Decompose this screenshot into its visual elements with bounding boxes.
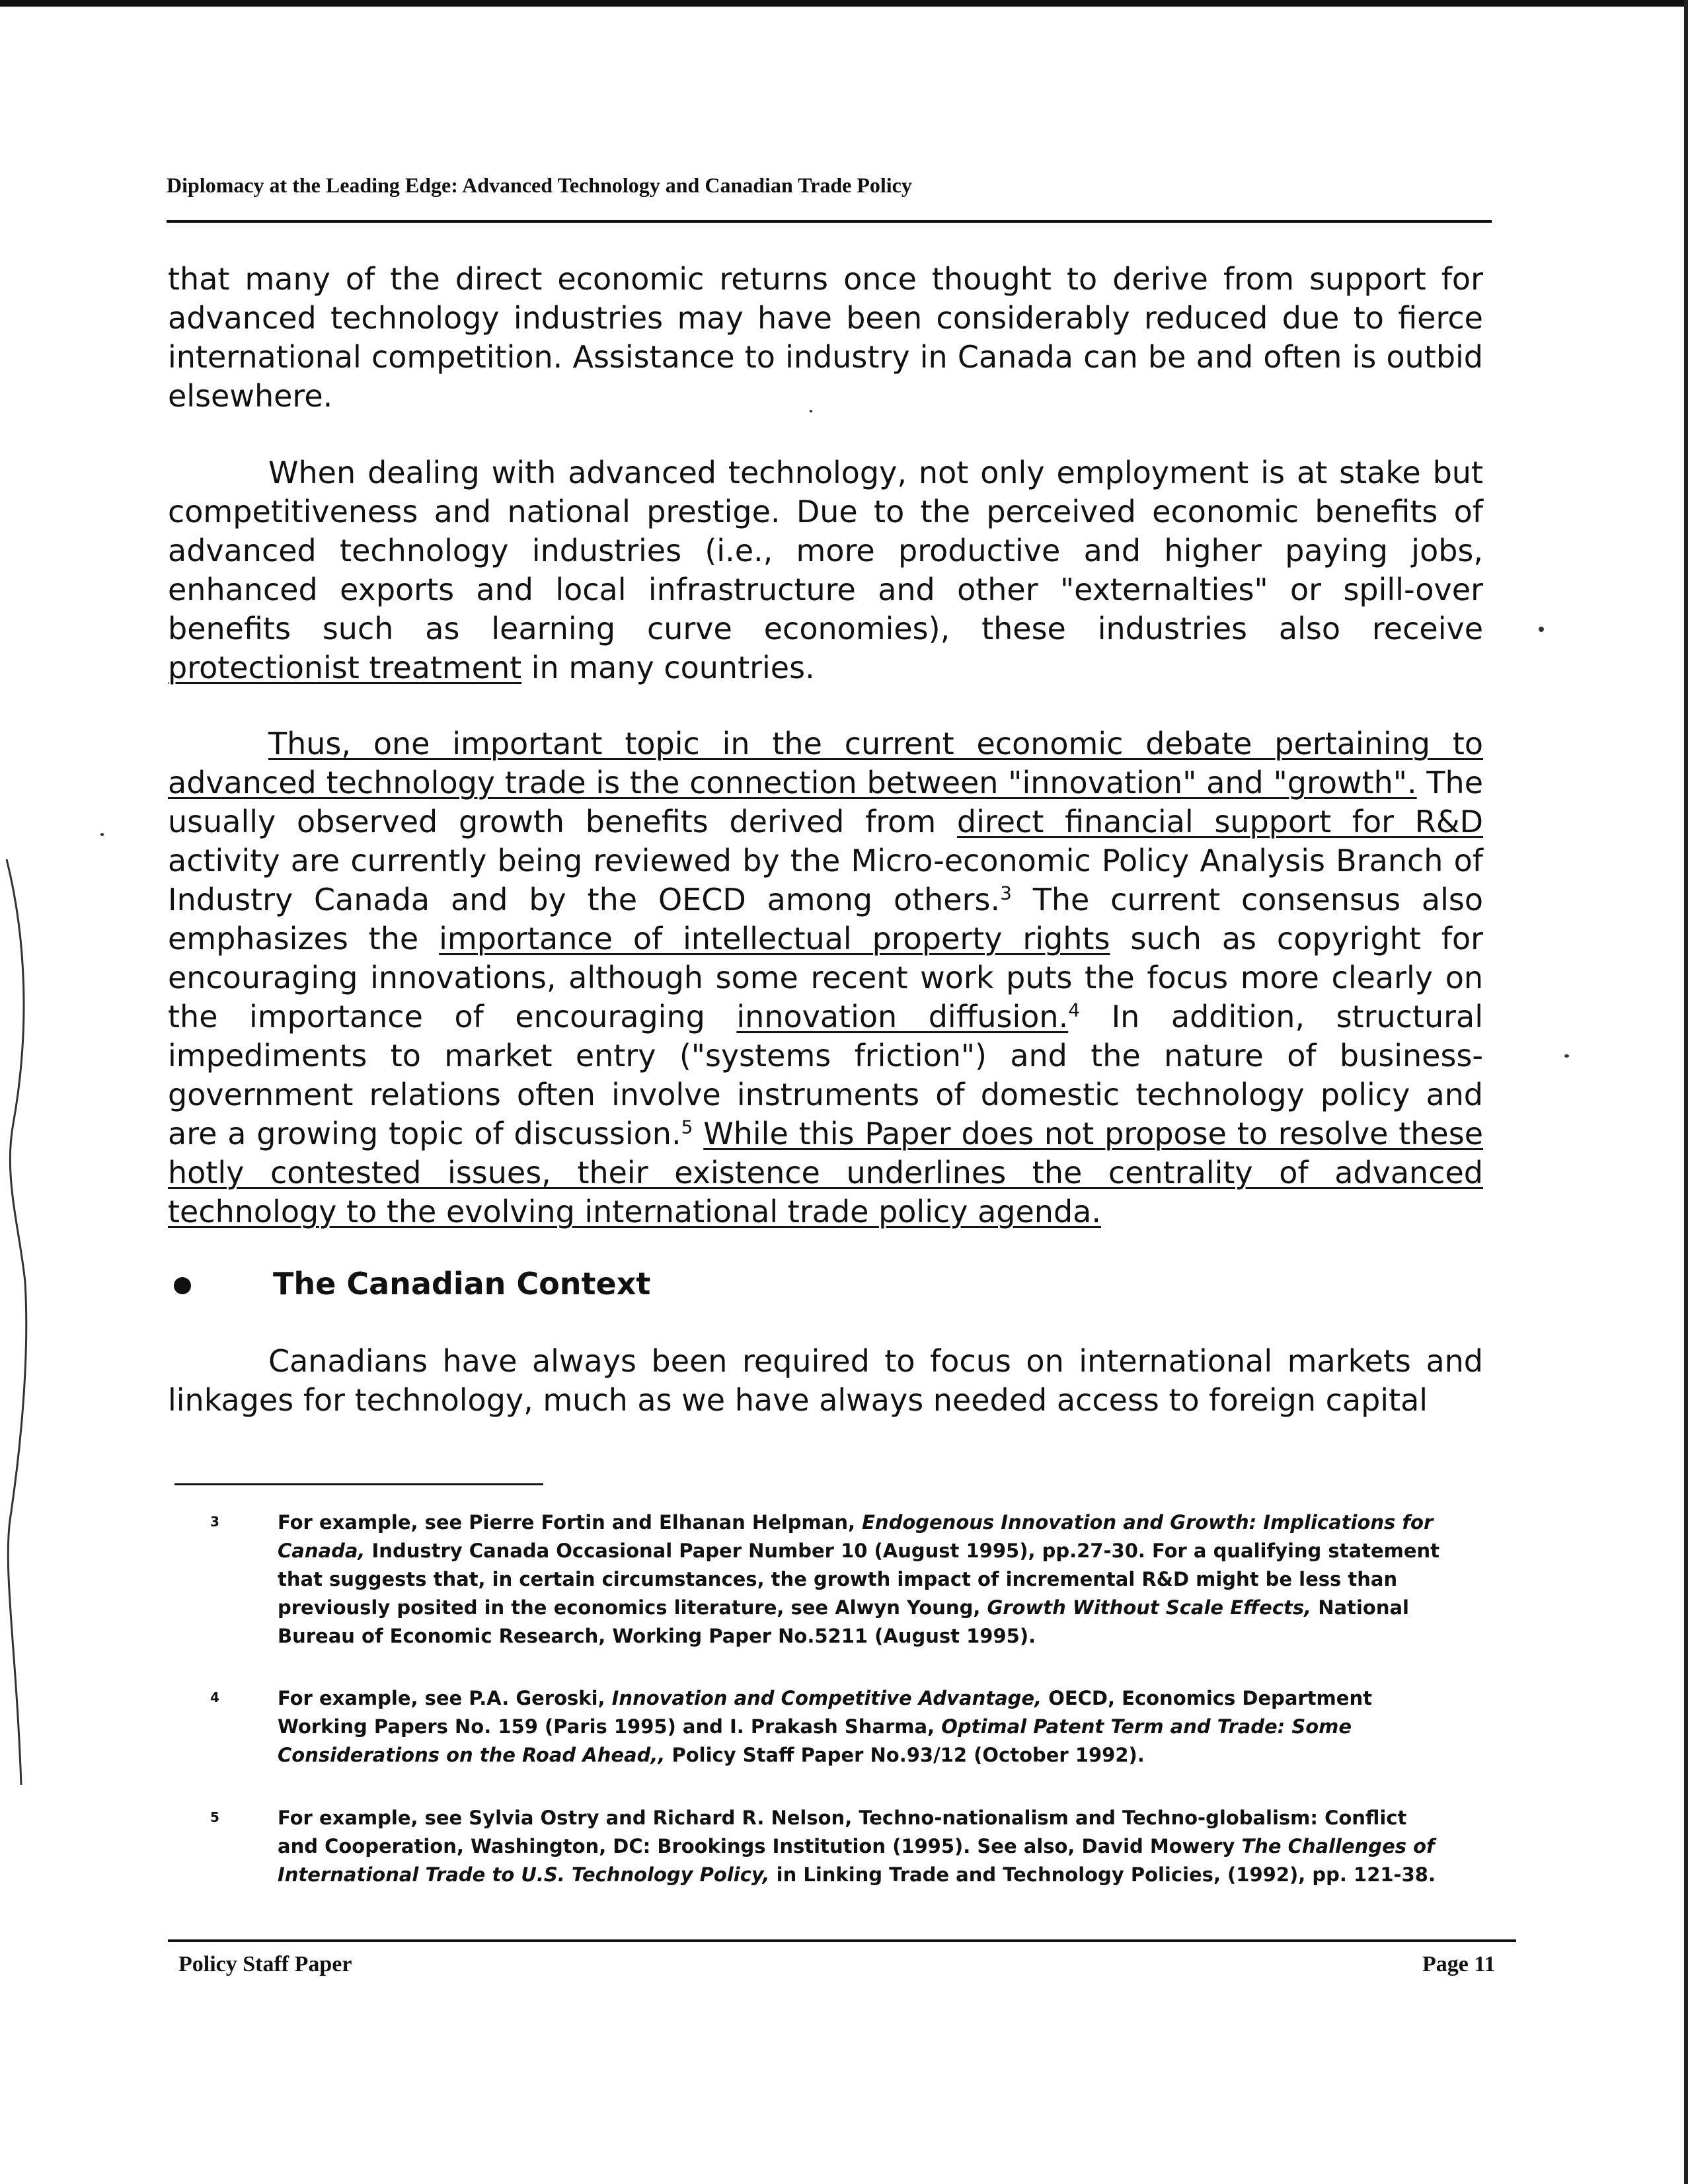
p3-underlined-5: While this Paper does not propose to resolve these hotly contested issues, their existence underlines the centrality of advanced technology to the evolving international trade policy agenda. <box>168 1116 1483 1229</box>
fn3-title-1: Endogenous Innovation and Growth: Implications for Canada, <box>278 1511 1434 1562</box>
p3-underlined-2: direct financial support for R&D <box>956 804 1483 839</box>
scan-speck <box>810 410 812 412</box>
fn4-text-e: Policy Staff Paper No.93/12 (October 1992). <box>665 1744 1145 1766</box>
paragraph-canadian-context: Canadians have always been required to focus on international markets and linkages for technology, much as we have always needed access to foreign capital <box>168 1343 1483 1418</box>
scan-speck <box>100 833 104 836</box>
footnote-mark-3: 3 <box>210 1514 219 1530</box>
footnote-ref-5[interactable]: 5 <box>681 1116 693 1138</box>
bullet-icon <box>174 1277 191 1294</box>
scan-speck <box>1539 627 1544 632</box>
fn4-text-a: For example, see P.A. Geroski, <box>278 1687 612 1709</box>
scan-top-border <box>0 0 1688 7</box>
p3-text-6 <box>693 1116 703 1151</box>
footnote-mark-5: 5 <box>210 1809 219 1825</box>
section-heading: The Canadian Context <box>273 1266 651 1302</box>
footer-series-name: Policy Staff Paper <box>178 1952 352 1976</box>
scan-right-border <box>1684 0 1688 2184</box>
footnote-ref-4[interactable]: 4 <box>1068 999 1081 1021</box>
p3-text-5: In addition, structural impediments to market entry ("systems friction") and the nature of business-government relations often involve instruments of domestic technology policy and are a growing topic of discussion. <box>168 999 1483 1151</box>
fn5-text-c: in Linking Trade and Technology Policies, (1992), pp. 121-38. <box>769 1863 1436 1886</box>
paragraph-innovation-growth <box>168 724 1483 1231</box>
footer-rule <box>168 1939 1516 1942</box>
footnote-4 <box>278 1684 1441 1770</box>
footnote-rule <box>174 1483 543 1485</box>
scan-edge-artifact <box>0 859 40 1785</box>
p3-text-2: activity are currently being reviewed by the Micro-economic Policy Analysis Branch of Industry Canada and by the OECD among others. <box>168 843 1483 917</box>
p3-underlined-3: importance of intellectual property rights <box>439 921 1110 956</box>
fn4-text-c: OECD, Economics Department Working Papers No. 159 (Paris 1995) and I. Prakash Sharma, <box>278 1687 1372 1738</box>
fn3-text-e: National Bureau of Economic Research, Working Paper No.5211 (August 1995). <box>278 1596 1409 1647</box>
footnote-3 <box>278 1508 1441 1651</box>
header-rule <box>167 220 1492 223</box>
running-header: Diplomacy at the Leading Edge: Advanced Technology and Canadian Trade Policy <box>167 173 912 197</box>
paragraph-advanced-technology <box>168 453 1483 687</box>
fn4-title-2: Optimal Patent Term and Trade: Some Considerations on the Road Ahead,, <box>278 1715 1352 1766</box>
footnote-mark-4: 4 <box>210 1690 219 1705</box>
fn5-text-a: For example, see Sylvia Ostry and Richard R. Nelson, Techno-nationalism and Techno-globalism: Conflict and Cooperation, Washington, DC: Brookings Institution (1995). See also, David Mowery <box>278 1807 1407 1857</box>
p2-text-2: in many countries. <box>521 650 815 685</box>
fn3-title-2: Growth Without Scale Effects, <box>987 1596 1312 1619</box>
footnote-ref-3[interactable]: 3 <box>1000 882 1012 904</box>
p2-underlined-phrase: protectionist treatment <box>168 650 522 685</box>
p2-text-1: When dealing with advanced technology, not only employment is at stake but competitiveness and national prestige. Due to the perceived economic benefits of advanced technology industries (i.e., more productive and higher paying jobs, enhanced exports and local infrastructure and other "externalties" or spill-over benefits such as learning curve economies), these industries also receive <box>168 455 1483 646</box>
p3-text-3: The current consensus also emphasizes the <box>168 882 1483 956</box>
paragraph-continuation: that many of the direct economic returns once thought to derive from support for advanced technology industries may have been considerably reduced due to fierce international competition. Assistance to industry in Canada can be and often is outbid elsewhere. <box>168 261 1483 414</box>
fn5-title-1: The Challenges of International Trade to U.S. Technology Policy, <box>278 1835 1435 1886</box>
fn3-text-a: For example, see Pierre Fortin and Elhanan Helpman, <box>278 1511 863 1534</box>
p3-underlined-4: innovation diffusion. <box>736 999 1069 1034</box>
footnote-5 <box>278 1804 1441 1889</box>
fn4-title-1: Innovation and Competitive Advantage, <box>611 1687 1042 1709</box>
fn3-text-c: Industry Canada Occasional Paper Number 10 (August 1995), pp.27-30. For a qualifying statement that suggests that, in certain circumstances, the growth impact of incremental R&D might be less than previously posited in the economics literature, see Alwyn Young, <box>278 1540 1440 1619</box>
p3-text-4: such as copyright for encouraging innovations, although some recent work puts the focus more clearly on the importance of encouraging <box>168 921 1484 1034</box>
p3-text-1: The usually observed growth benefits derived from <box>168 765 1483 839</box>
p3-underlined-1: Thus, one important topic in the current economic debate pertaining to advanced technology trade is the connection between "innovation" and "growth". <box>168 726 1483 800</box>
scan-speck <box>1564 1054 1569 1058</box>
page-number: Page 11 <box>1422 1952 1496 1976</box>
